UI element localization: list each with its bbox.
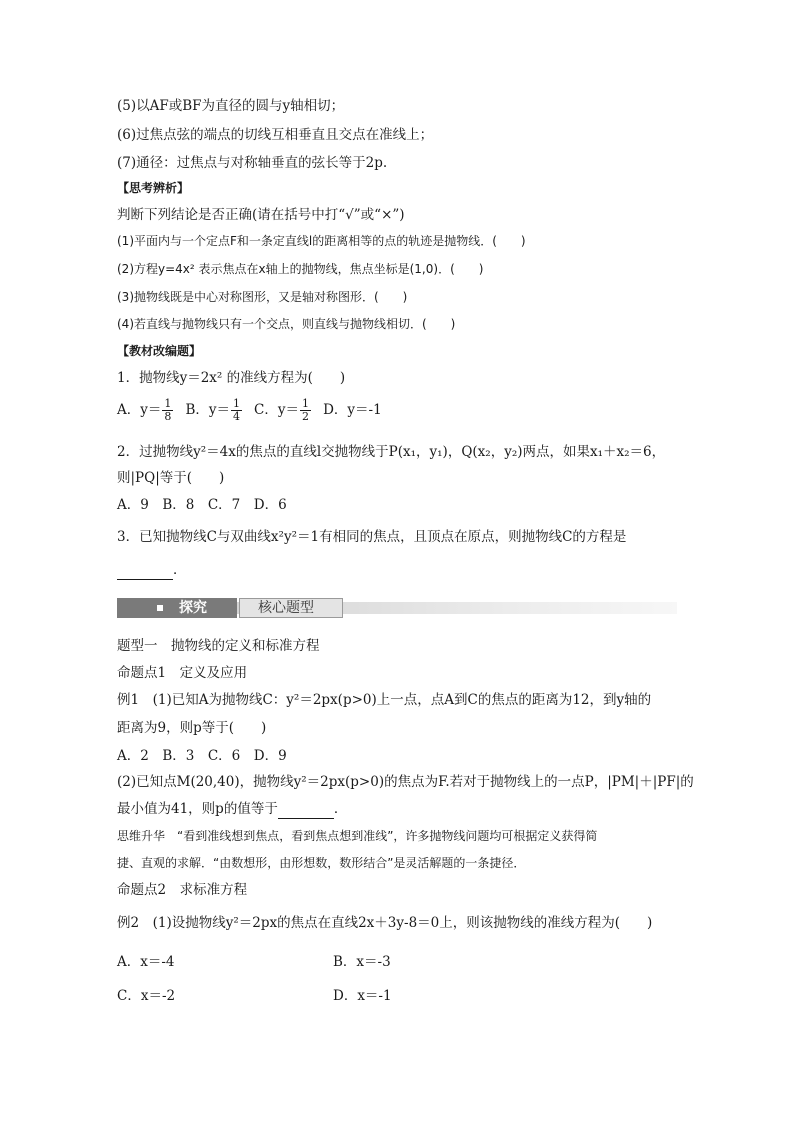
fraction-c: $\frac{1}{2}$ bbox=[302, 397, 310, 423]
judge-instruction: 判断下列结论是否正确(请在括号中打“√”或“×”) bbox=[117, 207, 405, 223]
section-think-title: 【思考辨析】 bbox=[117, 181, 190, 195]
problem-3-line-1: 3．已知抛物线C与双曲线x²y²＝1有相同的焦点，且顶点在原点，则抛物线C的方程是 bbox=[117, 529, 627, 545]
judge-item-1: (1)平面内与一个定点F和一条定直线l的距离相等的点的轨迹是抛物线．( ) bbox=[117, 234, 526, 248]
property-6: (6)过焦点弦的端点的切线互相垂直且交点在准线上； bbox=[117, 127, 434, 143]
example-1-options: A．2 B．3 C．6 D．9 bbox=[117, 748, 287, 764]
fraction-b: $\frac{1}{4}$ bbox=[233, 397, 240, 423]
banner-subtitle: 核心题型 bbox=[258, 600, 314, 616]
judge-item-4: (4)若直线与抛物线只有一个交点，则直线与抛物线相切．( ) bbox=[117, 317, 456, 331]
banner-title: 探究 bbox=[179, 600, 207, 616]
judge-item-2: (2)方程y=4x² 表示焦点在x轴上的抛物线，焦点坐标是(1,0)．( ) bbox=[117, 262, 484, 276]
property-7: (7)通径：过焦点与对称轴垂直的弦长等于2p. bbox=[117, 155, 388, 171]
example-2-line-1: 例2 (1)设抛物线y²＝2px的焦点在直线2x＋3y-8＝0上，则该抛物线的准线方程为( ) bbox=[117, 915, 653, 931]
example-1-part-2-line-2: 最小值为41，则p的值等于 ． bbox=[117, 801, 348, 817]
problem-3-line-2: ． bbox=[117, 560, 187, 580]
example-2-option-d: D．x＝-1 bbox=[333, 988, 392, 1004]
example-2-option-c: C．x＝-2 bbox=[117, 988, 176, 1004]
example-1-line-1: 例1 (1)已知A为抛物线C：y²＝2px(p>0)上一点，点A到C的焦点的距离为12，到y轴的 bbox=[117, 692, 652, 708]
judge-item-3: (3)抛物线既是中心对称图形，又是轴对称图形．( ) bbox=[117, 290, 408, 304]
point-2-heading: 命题点2 求标准方程 bbox=[117, 882, 248, 898]
problem-1: 1．抛物线y＝2x² 的准线方程为( ) bbox=[117, 370, 346, 386]
example-2-option-b: B．x＝-3 bbox=[333, 954, 391, 970]
thinking-summary-line-1: 思维升华 “看到准线想到焦点，看到焦点想到准线”，许多抛物线问题均可根据定义获得简 bbox=[117, 829, 598, 843]
property-5: (5)以AF或BF为直径的圆与y轴相切； bbox=[117, 98, 345, 114]
option-d-label: D．y＝-1 bbox=[323, 402, 382, 418]
problem-2-options: A．9 B．8 C．7 D．6 bbox=[117, 497, 287, 513]
banner-square-icon bbox=[157, 605, 163, 611]
fraction-a: $\frac{1}{8}$ bbox=[164, 397, 172, 423]
option-b-label: B．y＝ bbox=[185, 402, 230, 418]
section-banner bbox=[117, 598, 677, 618]
type-1-heading: 题型一 抛物线的定义和标准方程 bbox=[117, 638, 320, 654]
example-2-option-a: A．x＝-4 bbox=[117, 954, 175, 970]
option-a-label: A．y＝ bbox=[117, 402, 162, 418]
banner-dark-block bbox=[117, 598, 237, 618]
option-c-label: C．y＝ bbox=[254, 402, 300, 418]
problem-1-options bbox=[117, 398, 382, 423]
problem-2-line-2: 则|PQ|等于( ) bbox=[117, 470, 225, 486]
thinking-summary-line-2: 捷、直观的求解．“由数想形，由形想数，数形结合”是灵活解题的一条捷径． bbox=[117, 856, 526, 870]
point-1-heading: 命题点1 定义及应用 bbox=[117, 665, 248, 681]
answer-blank bbox=[278, 804, 334, 819]
problem-2-line-1: 2．过抛物线y²＝4x的焦点的直线l交抛物线于P(x₁，y₁)，Q(x₂，y₂)两点，如果x₁＋x₂＝6， bbox=[117, 444, 666, 460]
section-textbook-title: 【教材改编题】 bbox=[117, 344, 202, 358]
example-1-line-2: 距离为9，则p等于( ) bbox=[117, 720, 267, 736]
example-1-part-2-line-1: (2)已知点M(20,40)，抛物线y²＝2px(p>0)的焦点为F.若对于抛物线上的一点P，|PM|＋|PF|的 bbox=[117, 774, 694, 790]
answer-blank bbox=[117, 565, 173, 580]
